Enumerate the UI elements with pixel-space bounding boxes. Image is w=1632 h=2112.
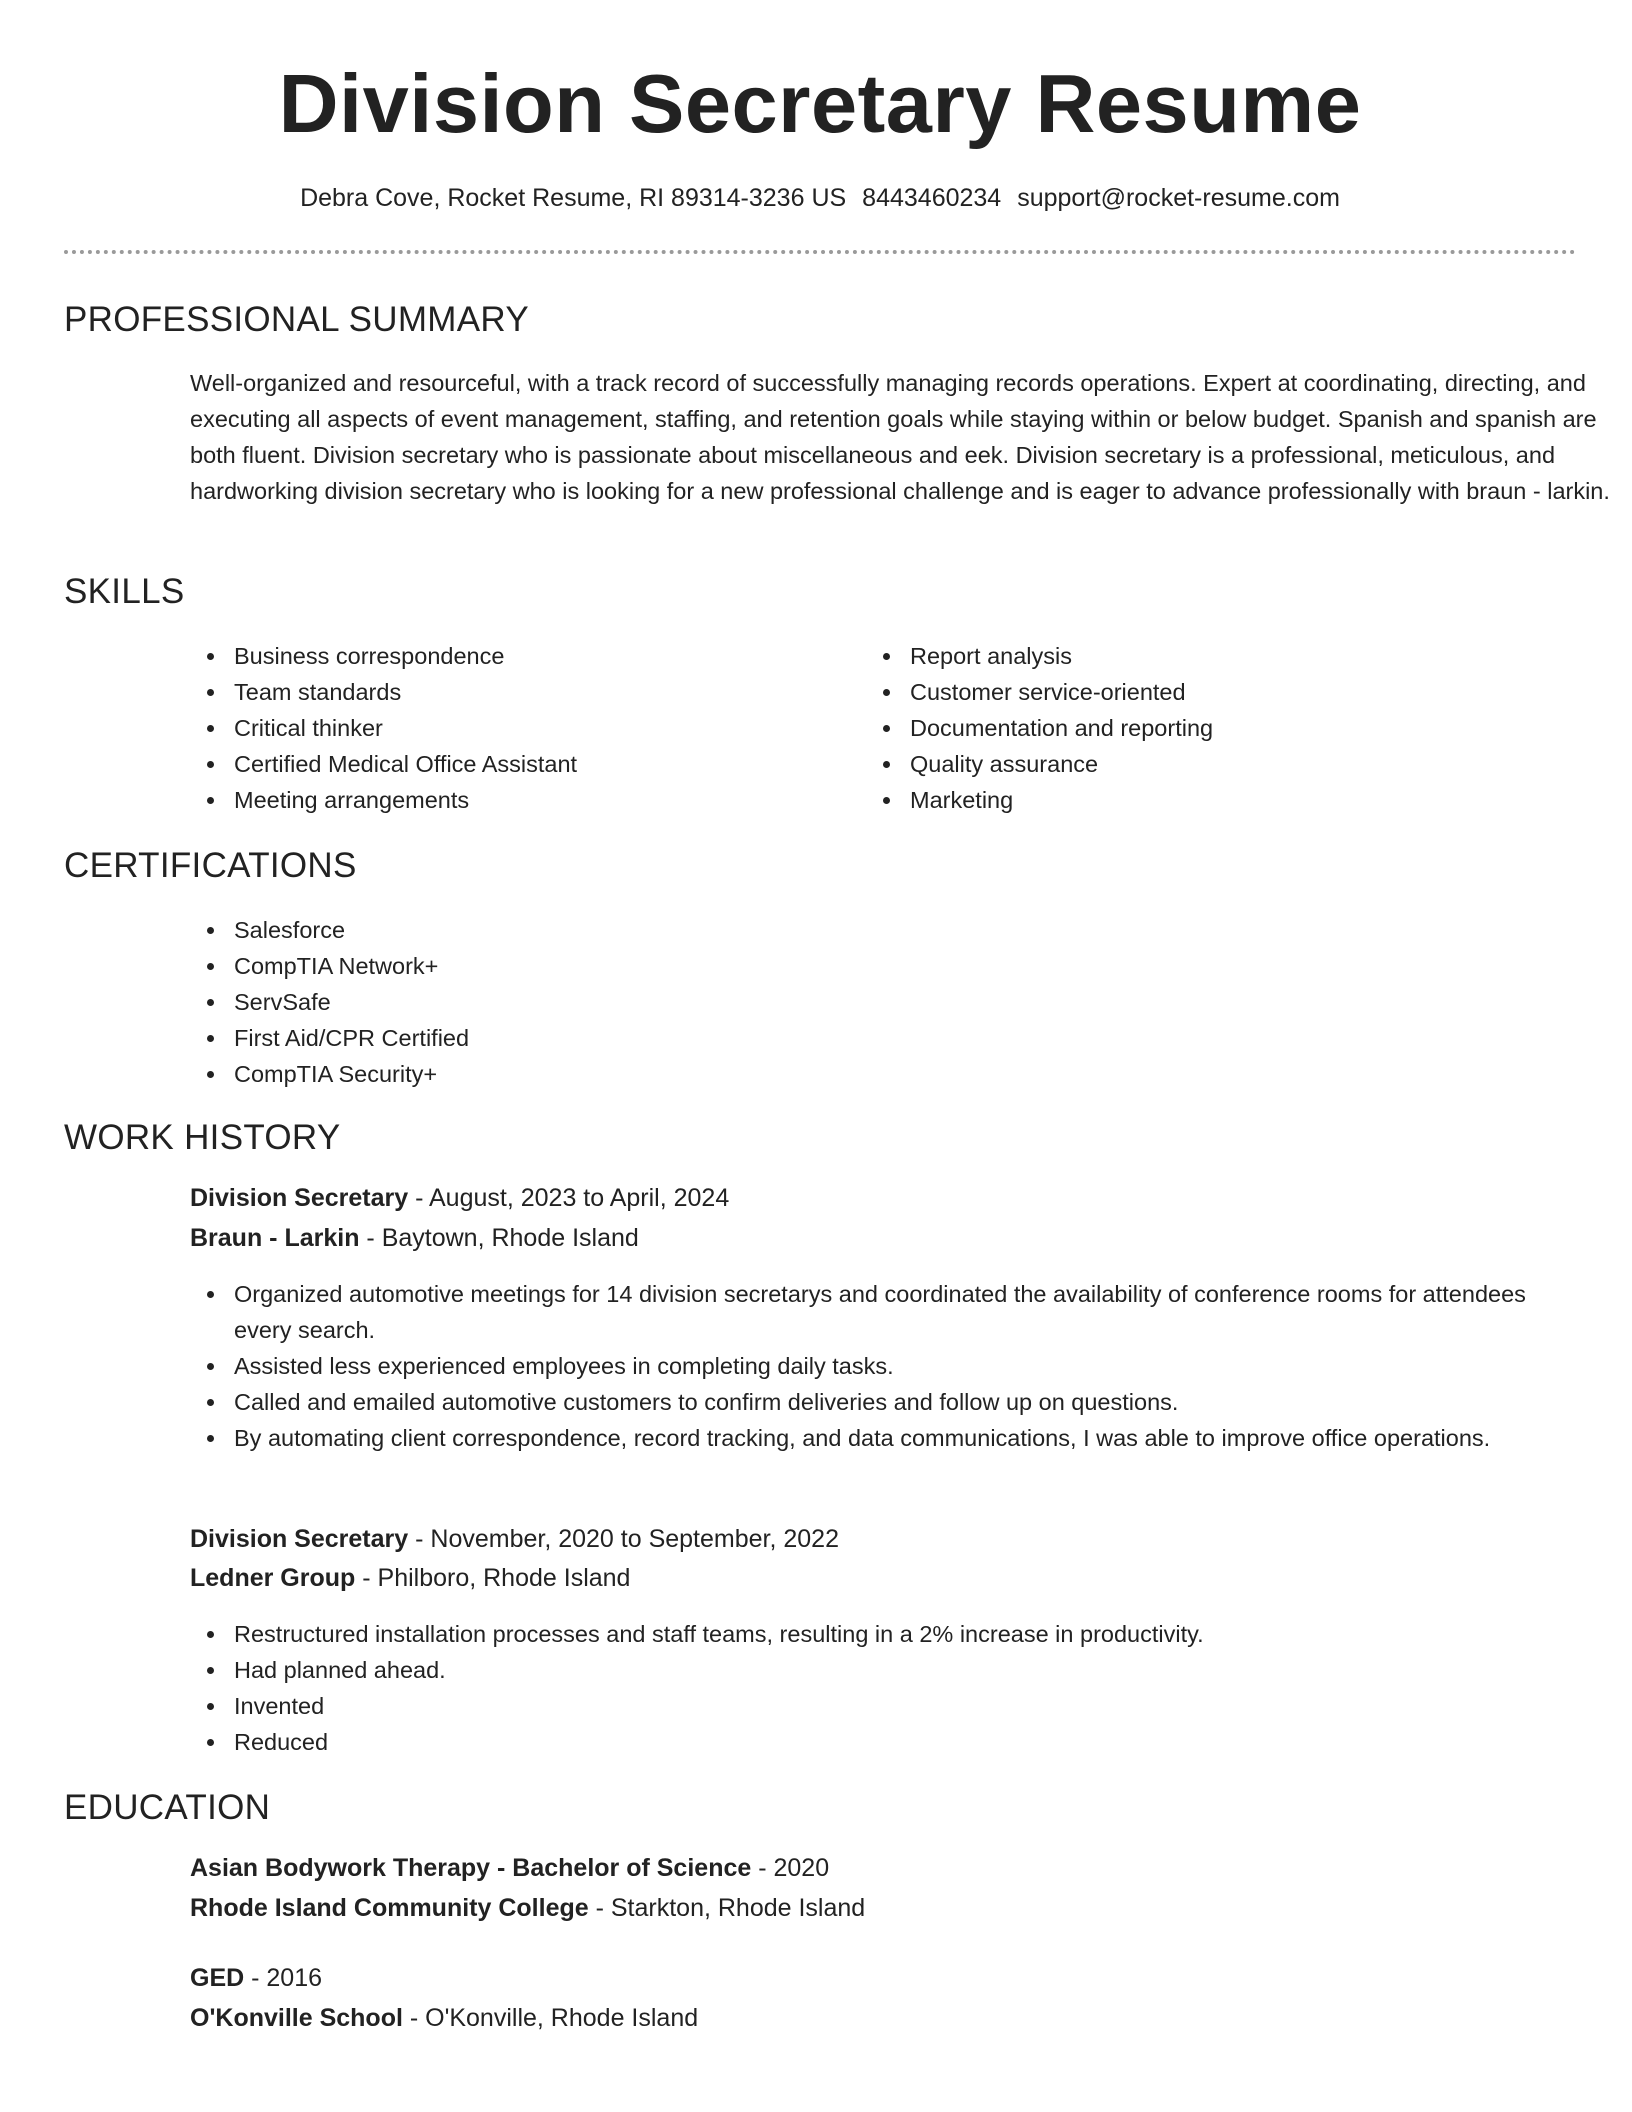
list-item: Critical thinker	[190, 710, 830, 746]
list-item: Marketing	[866, 782, 1506, 818]
education-degree: GED	[190, 1964, 245, 1992]
education-school: Rhode Island Community College	[190, 1894, 589, 1922]
list-item: Report analysis	[866, 638, 1506, 674]
header-divider	[64, 250, 1576, 254]
list-item: Certified Medical Office Assistant	[190, 746, 830, 782]
list-item: Had planned ahead.	[190, 1652, 1550, 1688]
list-item: Documentation and reporting	[866, 710, 1506, 746]
list-item: CompTIA Security+	[190, 1056, 1090, 1092]
job-dates: - August, 2023 to April, 2024	[408, 1184, 730, 1212]
job-company: Ledner Group	[190, 1564, 356, 1592]
education-1-degree-line	[190, 1850, 829, 1886]
list-item: Salesforce	[190, 912, 1090, 948]
list-item: Organized automotive meetings for 14 division secretarys and coordinated the availability of conference rooms for attendees every search.	[190, 1276, 1550, 1348]
job-location: - Philboro, Rhode Island	[355, 1564, 631, 1592]
skills-list-right	[866, 638, 1506, 818]
education-year: - 2020	[751, 1854, 830, 1882]
list-item: Assisted less experienced employees in completing daily tasks.	[190, 1348, 1550, 1384]
list-item: Reduced	[190, 1724, 1550, 1760]
skills-list-left	[190, 638, 830, 818]
list-item: Called and emailed automotive customers to confirm deliveries and follow up on questions.	[190, 1384, 1550, 1420]
section-heading-skills: SKILLS	[64, 572, 185, 611]
list-item: Restructured installation processes and staff teams, resulting in a 2% increase in productivity.	[190, 1616, 1550, 1652]
job-title: Division Secretary	[190, 1525, 409, 1553]
job-2-title-line	[190, 1521, 839, 1557]
list-item: First Aid/CPR Certified	[190, 1020, 1090, 1056]
job-location: - Baytown, Rhode Island	[359, 1224, 639, 1252]
list-item: Meeting arrangements	[190, 782, 830, 818]
education-year: - 2016	[244, 1964, 323, 1992]
section-heading-certifications: CERTIFICATIONS	[64, 846, 357, 885]
list-item: Team standards	[190, 674, 830, 710]
education-degree: Asian Bodywork Therapy - Bachelor of Science	[190, 1854, 752, 1882]
education-location: - O'Konville, Rhode Island	[402, 2004, 699, 2032]
list-item: Quality assurance	[866, 746, 1506, 782]
list-item: By automating client correspondence, record tracking, and data communications, I was able to improve office operations.	[190, 1420, 1550, 1456]
education-location: - Starkton, Rhode Island	[588, 1894, 866, 1922]
education-2-school-line	[190, 2000, 698, 2036]
job-company: Braun - Larkin	[190, 1224, 360, 1252]
job-1-title-line	[190, 1180, 729, 1216]
education-1-school-line	[190, 1890, 865, 1926]
list-item: Business correspondence	[190, 638, 830, 674]
list-item: Customer service-oriented	[866, 674, 1506, 710]
job-2-company-line	[190, 1560, 630, 1596]
section-heading-education: EDUCATION	[64, 1788, 271, 1827]
job-2-bullets	[190, 1616, 1550, 1760]
job-1-bullets	[190, 1276, 1550, 1456]
summary-text: Well-organized and resourceful, with a track record of successfully managing records operations. Expert at coordinating, directing, and executing all aspects of event management, staffing, and retention goals while staying within or below budget. Spanish and spanish are both fluent. Division secretary who is passionate about miscellaneous and eek. Division secretary is a professional, meticulous, and hardworking division secretary who is looking for a new professional challenge and is eager to advance professionally with braun - larkin.	[190, 370, 1610, 504]
job-1-company-line	[190, 1220, 639, 1256]
contact-phone: 8443460234	[862, 184, 1002, 212]
list-item: CompTIA Network+	[190, 948, 1090, 984]
education-school: O'Konville School	[190, 2004, 403, 2032]
contact-address: Debra Cove, Rocket Resume, RI 89314-3236 US	[300, 184, 847, 212]
resume-title: Division Secretary Resume	[278, 57, 1362, 150]
list-item: ServSafe	[190, 984, 1090, 1020]
job-dates: - November, 2020 to September, 2022	[408, 1525, 839, 1553]
list-item: Invented	[190, 1688, 1550, 1724]
education-2-degree-line	[190, 1960, 322, 1996]
section-heading-summary: PROFESSIONAL SUMMARY	[64, 300, 529, 339]
section-heading-work-history: WORK HISTORY	[64, 1118, 341, 1157]
contact-email: support@rocket-resume.com	[1017, 184, 1340, 212]
job-title: Division Secretary	[190, 1184, 409, 1212]
contact-line	[64, 180, 1576, 216]
certifications-list	[190, 912, 1090, 1092]
